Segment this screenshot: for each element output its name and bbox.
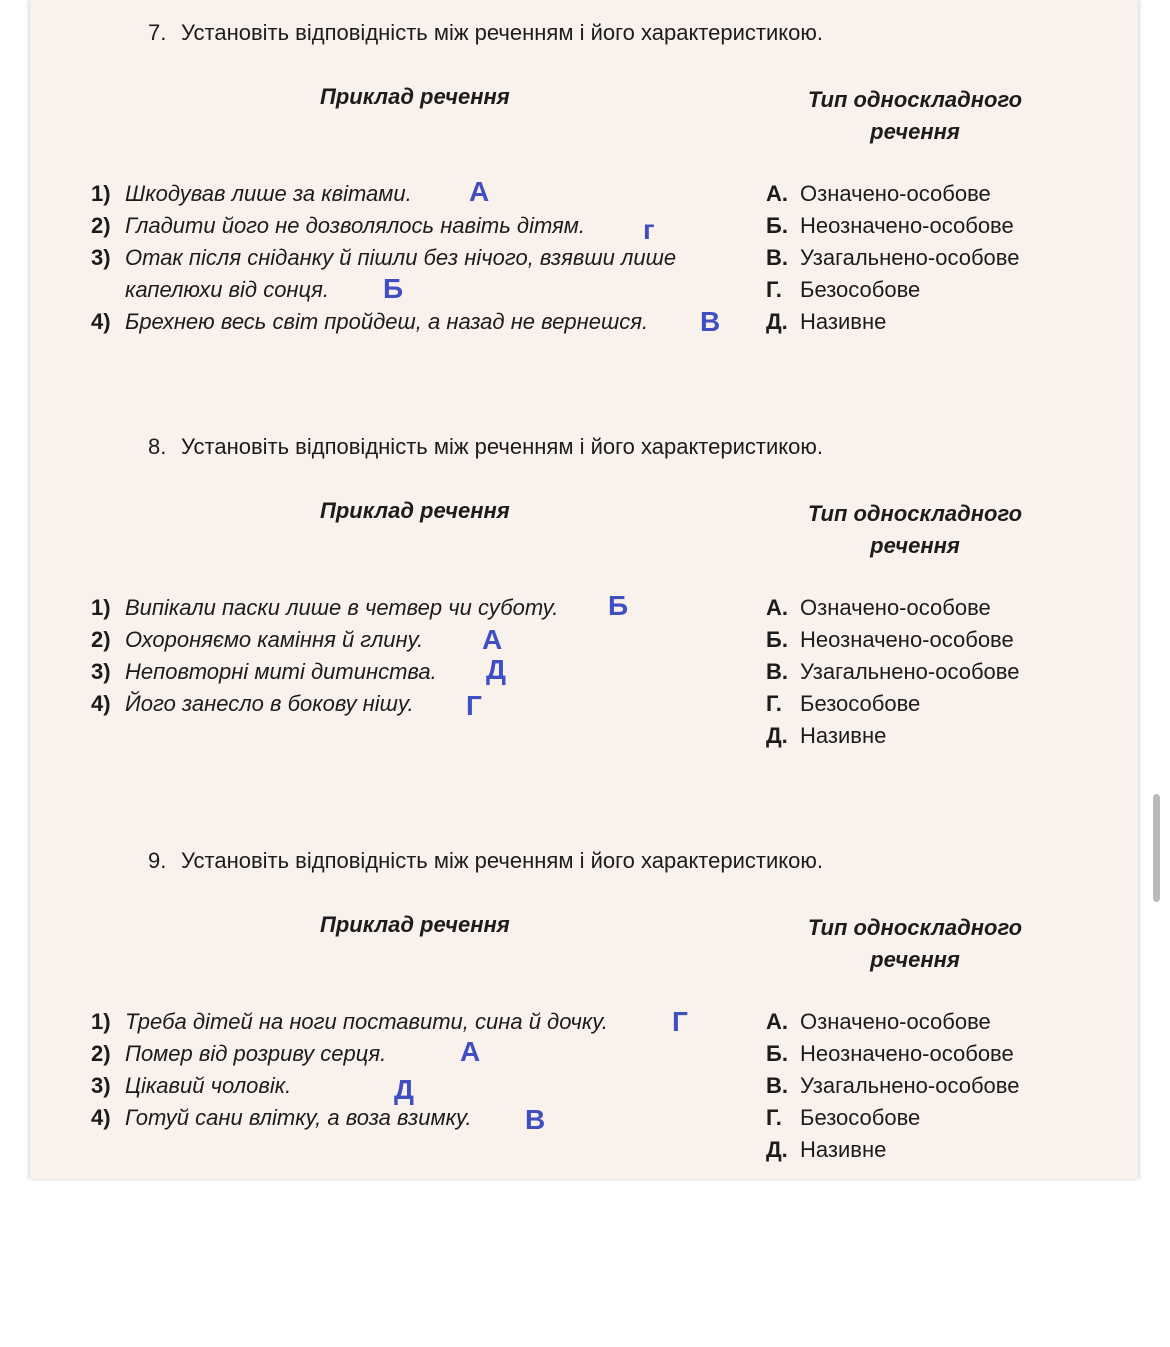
option-item	[766, 178, 1019, 210]
options-list	[766, 178, 1019, 338]
option-item	[766, 274, 1019, 306]
sentence-continuation	[91, 274, 676, 306]
sentence-text: Отак після сніданку й пішли без нічого, взявши лише	[125, 245, 677, 270]
option-item	[766, 720, 1019, 752]
handwritten-answer: Д	[486, 654, 506, 685]
sentence-number: 3)	[91, 1073, 111, 1098]
option-letter: Б.	[766, 1041, 788, 1066]
question-text: Установіть відповідність між реченням і його характеристикою.	[181, 20, 823, 45]
sentence-text: Готуй сани влітку, а воза взимку.	[125, 1105, 472, 1130]
option-text: Називне	[800, 1137, 887, 1162]
column-header-types: Тип односкладного речення	[807, 501, 1023, 558]
option-item	[766, 592, 1019, 624]
option-text: Означено-особове	[800, 181, 991, 206]
sentence-item	[91, 306, 721, 338]
sentence-text: Охороняємо каміння й глину.	[125, 627, 424, 652]
option-text: Називне	[800, 723, 887, 748]
option-item	[766, 1038, 1019, 1070]
handwritten-answer: В	[525, 1104, 546, 1135]
option-letter: В.	[766, 1073, 788, 1098]
option-item	[766, 306, 1019, 338]
handwritten-answer: Г	[466, 690, 482, 721]
document-page	[30, 0, 1138, 1179]
option-text: Неозначено-особове	[800, 627, 1014, 652]
sentence-item	[91, 624, 558, 656]
option-letter: Г.	[766, 277, 782, 302]
question-number: 9.	[148, 848, 167, 873]
option-item	[766, 624, 1019, 656]
sentence-item	[91, 1070, 608, 1105]
sentence-text: Гладити його не дозволялось навіть дітям.	[125, 213, 585, 238]
option-item	[766, 1070, 1019, 1102]
option-item	[766, 210, 1019, 242]
column-header-types: Тип односкладного речення	[807, 87, 1023, 144]
handwritten-answer: Б	[383, 273, 404, 304]
option-letter: А.	[766, 595, 788, 620]
sentence-number: 1)	[91, 1009, 111, 1034]
sentence-text: Шкодував лише за квітами.	[125, 181, 412, 206]
handwritten-answer: Б	[608, 590, 629, 621]
sentence-item	[91, 242, 676, 274]
option-letter: Д.	[766, 723, 788, 748]
option-text: Безособове	[800, 1105, 921, 1130]
options-list	[766, 1006, 1019, 1166]
option-letter: Д.	[766, 1137, 788, 1162]
sentence-number: 4)	[91, 1105, 111, 1130]
option-letter: А.	[766, 181, 788, 206]
sentence-text: Випікали паски лише в четвер чи суботу.	[125, 595, 559, 620]
sentence-item	[91, 656, 558, 688]
column-header-types: Тип односкладного речення	[807, 915, 1023, 972]
sentence-item	[91, 590, 629, 624]
handwritten-answer: Г	[672, 1006, 688, 1037]
sentence-item	[91, 1102, 608, 1134]
option-item	[766, 656, 1019, 688]
option-item	[766, 242, 1019, 274]
sentence-item	[91, 688, 558, 720]
column-header-examples: Приклад речення	[320, 498, 510, 523]
sentence-number: 4)	[91, 309, 111, 334]
handwritten-answer: А	[482, 624, 503, 655]
sentence-number: 1)	[91, 595, 111, 620]
sentence-number: 3)	[91, 245, 111, 270]
question-text: Установіть відповідність між реченням і його характеристикою.	[181, 848, 823, 873]
question-title	[148, 848, 823, 874]
question-number: 7.	[148, 20, 167, 45]
option-letter: Б.	[766, 213, 788, 238]
sentence-item	[91, 210, 676, 245]
sentence-item	[91, 1038, 608, 1070]
option-letter: В.	[766, 245, 788, 270]
sentence-text: капелюхи від сонця.	[125, 277, 329, 302]
sentence-item	[91, 1006, 688, 1038]
options-list	[766, 592, 1019, 752]
option-text: Неозначено-особове	[800, 213, 1014, 238]
option-letter: Б.	[766, 627, 788, 652]
handwritten-answer: В	[700, 306, 721, 337]
sentence-number: 2)	[91, 627, 111, 652]
sentence-list	[91, 176, 721, 338]
option-letter: А.	[766, 1009, 788, 1034]
sentence-text: Його занесло в бокову нішу.	[125, 691, 414, 716]
option-item	[766, 688, 1019, 720]
column-header-examples: Приклад речення	[320, 84, 510, 109]
sentence-number: 1)	[91, 181, 111, 206]
sentence-text: Неповторні миті дитинства.	[125, 659, 437, 684]
option-text: Узагальнено-особове	[800, 1073, 1020, 1098]
sentence-text: Треба дітей на ноги поставити, сина й дочку.	[125, 1009, 608, 1034]
handwritten-answer: Д	[394, 1074, 414, 1105]
option-letter: Д.	[766, 309, 788, 334]
option-item	[766, 1134, 1019, 1166]
option-text: Безособове	[800, 691, 921, 716]
sentence-item	[91, 178, 676, 210]
option-item	[766, 1102, 1019, 1134]
question-text: Установіть відповідність між реченням і його характеристикою.	[181, 434, 823, 459]
option-text: Неозначено-особове	[800, 1041, 1014, 1066]
sentence-text: Цікавий чоловік.	[125, 1073, 292, 1098]
sentence-number: 2)	[91, 213, 111, 238]
option-text: Узагальнено-особове	[800, 245, 1020, 270]
sentence-text: Помер від розриву серця.	[125, 1041, 387, 1066]
option-letter: Г.	[766, 691, 782, 716]
sentence-text: Брехнею весь світ пройдеш, а назад не вернешся.	[125, 309, 649, 334]
question-number: 8.	[148, 434, 167, 459]
sentence-list	[91, 590, 629, 721]
scrollbar-thumb[interactable]	[1153, 794, 1160, 902]
question-title	[148, 434, 823, 460]
sentence-number: 2)	[91, 1041, 111, 1066]
handwritten-answer: г	[643, 214, 655, 245]
option-item	[766, 1006, 1019, 1038]
sentence-number: 4)	[91, 691, 111, 716]
column-header-examples: Приклад речення	[320, 912, 510, 937]
sentence-list	[91, 1006, 688, 1135]
handwritten-answer: А	[469, 176, 490, 207]
question-title	[148, 20, 823, 46]
option-text: Означено-особове	[800, 595, 991, 620]
option-text: Узагальнено-особове	[800, 659, 1020, 684]
option-text: Означено-особове	[800, 1009, 991, 1034]
option-letter: Г.	[766, 1105, 782, 1130]
option-text: Називне	[800, 309, 887, 334]
handwritten-answer: А	[460, 1036, 481, 1067]
option-letter: В.	[766, 659, 788, 684]
sentence-number: 3)	[91, 659, 111, 684]
option-text: Безособове	[800, 277, 921, 302]
